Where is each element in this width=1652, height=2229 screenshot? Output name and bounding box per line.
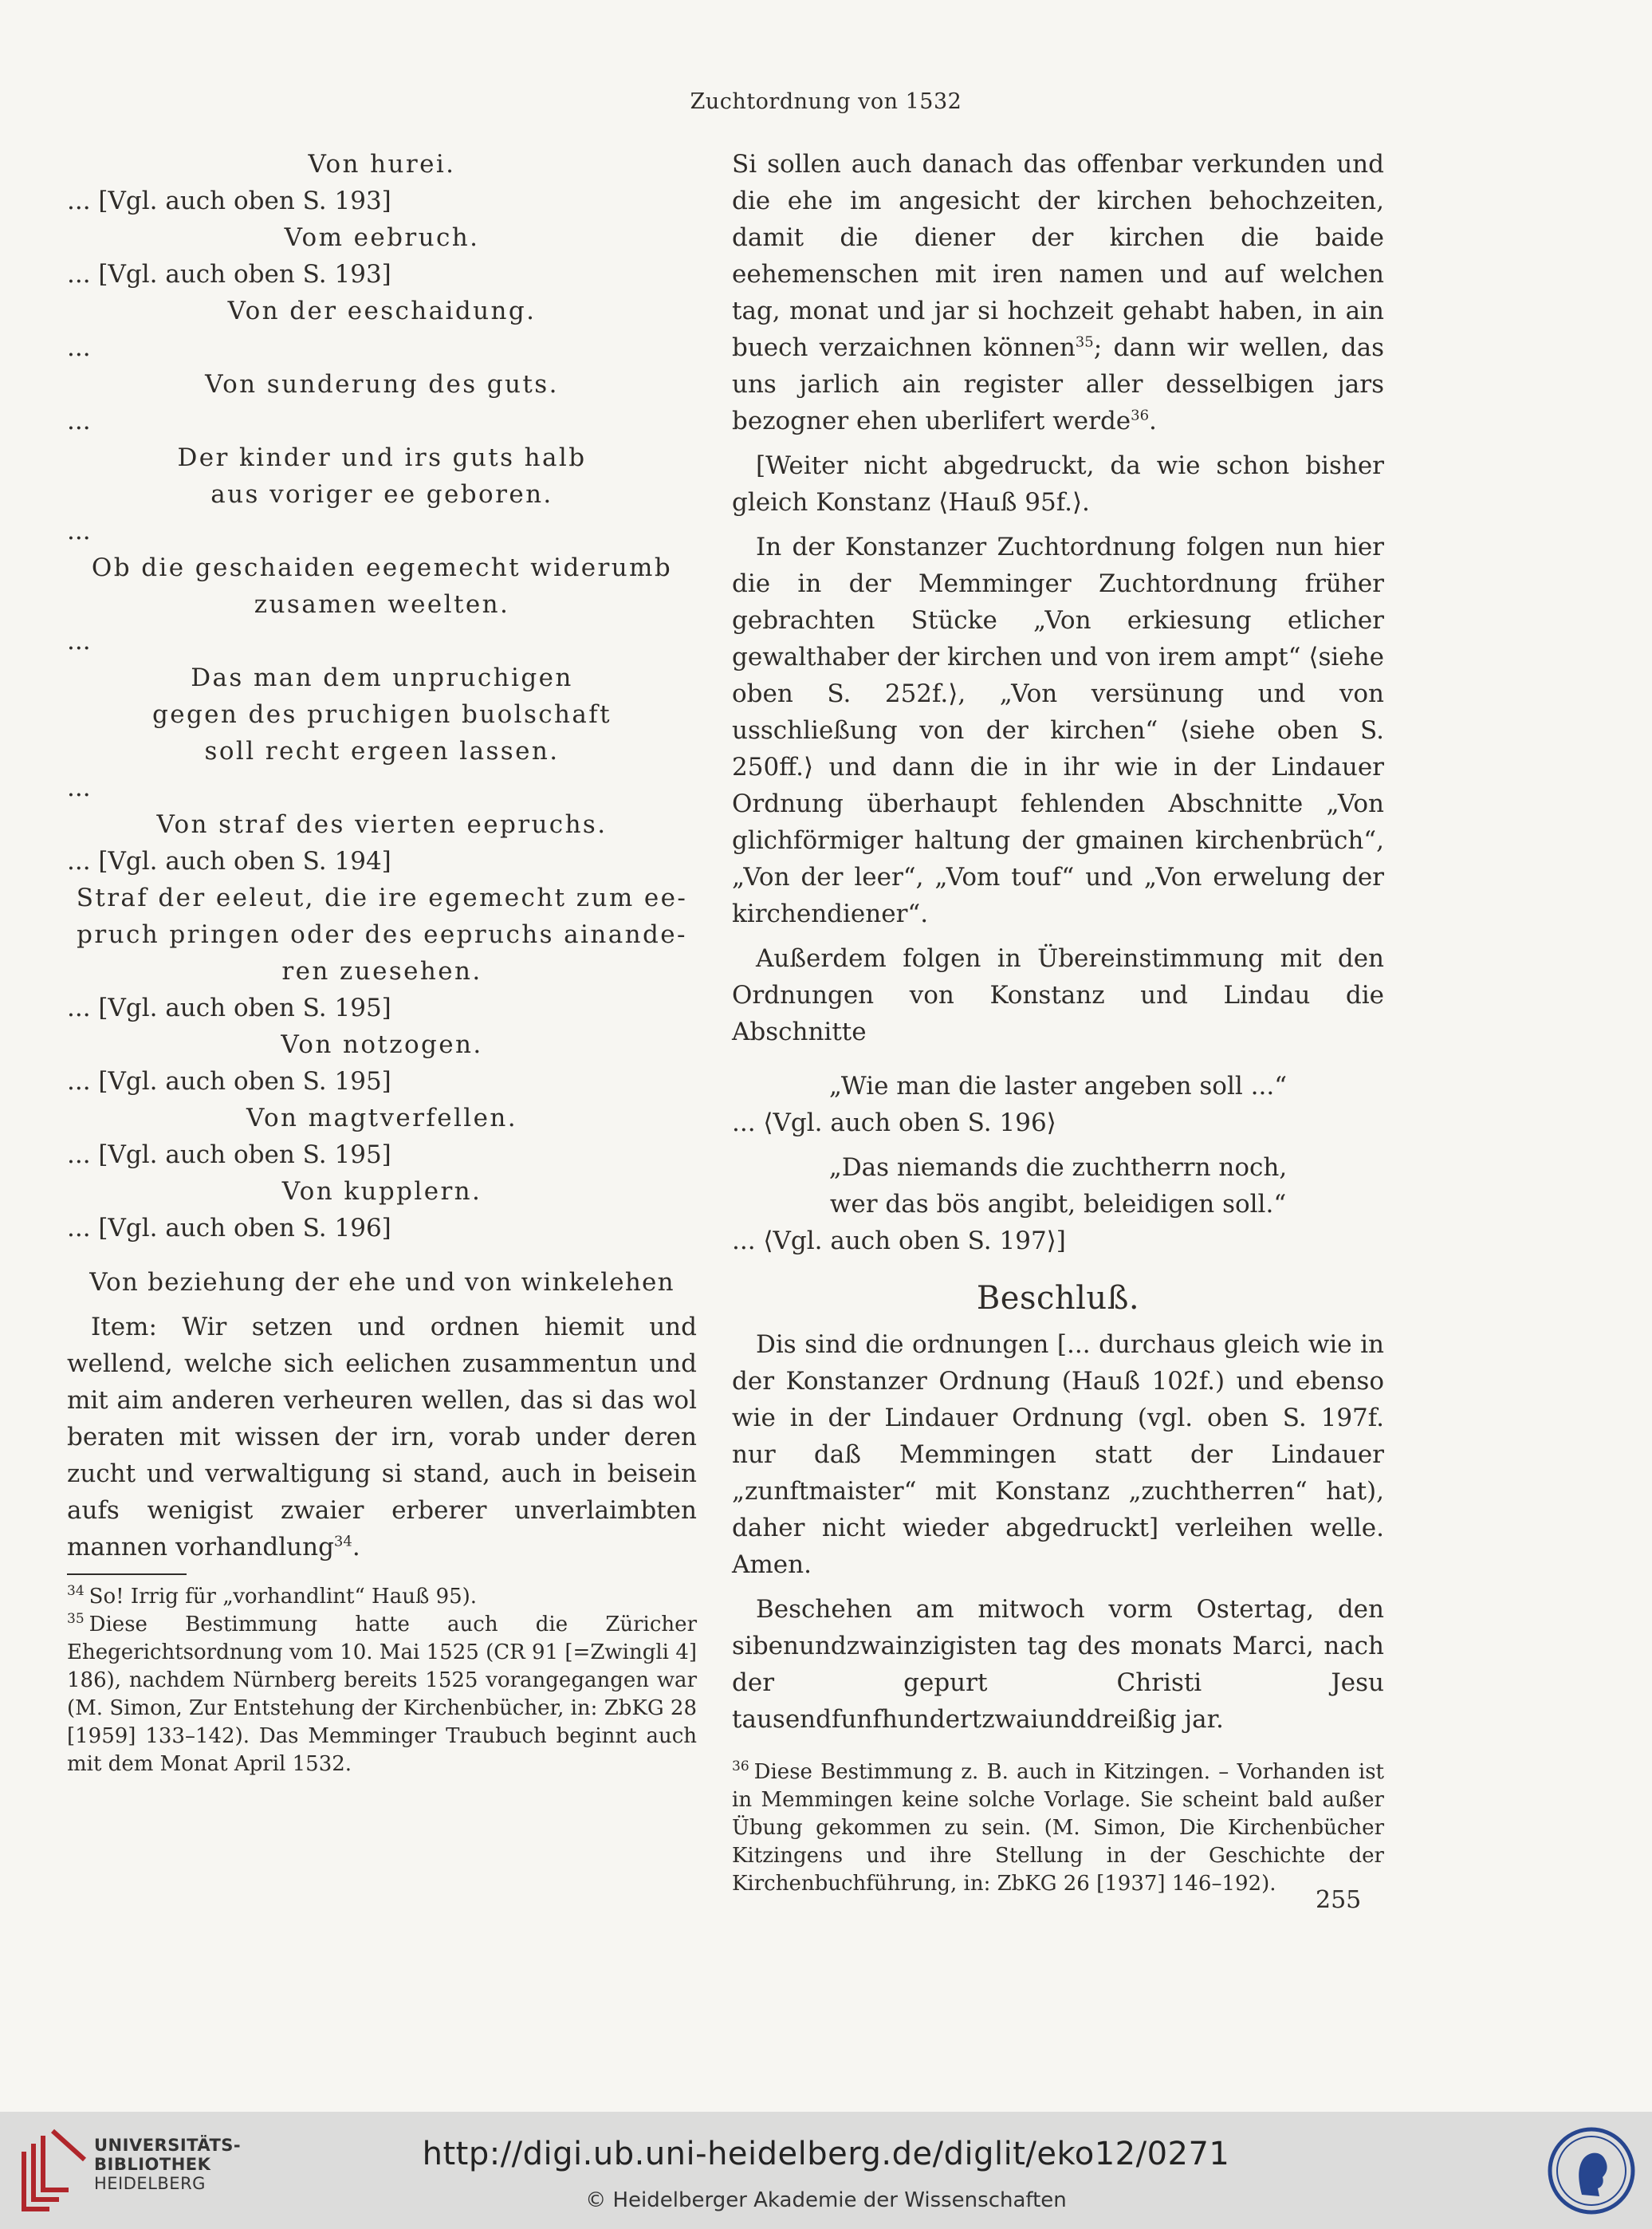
section-heading: zusamen weelten. bbox=[254, 590, 510, 619]
logo-line-3: HEIDELBERG bbox=[94, 2174, 206, 2193]
right-paragraph-4: Außerdem folgen in Übereinstimmung mit den Ordnungen von Konstanz und Lindau die Abschnitte bbox=[732, 944, 1384, 1046]
reference-line: ... bbox=[67, 774, 91, 802]
right-footnotes bbox=[732, 1758, 1384, 1898]
footnote bbox=[67, 1583, 697, 1611]
section-heading: Von magtverfellen. bbox=[246, 1104, 517, 1132]
copyright-notice: © Heidelberger Akademie der Wissenschaften bbox=[585, 2188, 1067, 2212]
right-paragraph-1: Si sollen auch danach das offenbar verkunden und die ehe im angesicht der kirchen behochzeiten, damit die diener der kirchen die baide eehemenschen mit iren namen und auf welchen tag, monat und jar si hochzeit gehabt haben, in ain buech verzaichnen können$^{35}$; dann wir wellen, das uns jarlich ain register aller desselbigen jars bezogner ehen uberlifert werde$^{36}$. bbox=[732, 150, 1384, 435]
right-paragraph-3: In der Konstanzer Zuchtordnung folgen nun hier die in der Memminger Zuchtordnung früher gebrachten Stücke „Von erkiesung etlicher gewalthaber der kirchen und von irem ampt“ ⟨siehe oben S. 252f.⟩, „Von versünung und von usschließung von der kirchen“ ⟨siehe oben S. 250ff.⟩ und dann die in ihr wie in der Lindauer Ordnung überhaupt fehlenden Abschnitte „Von glichförmiger haltung der gmainen kirchenbrüch“, „Von der leer“, „Vom touf“ und „Von erwelung der kirchendiener“. bbox=[732, 533, 1384, 928]
left-footnotes bbox=[67, 1583, 697, 1778]
reference-line: ... [Vgl. auch oben S. 195] bbox=[67, 1140, 391, 1169]
section-heading: Von kupplern. bbox=[281, 1177, 482, 1206]
section-heading: Von straf des vierten eepruchs. bbox=[156, 810, 608, 839]
quote-2-ref: ... ⟨Vgl. auch oben S. 197⟩] bbox=[732, 1227, 1066, 1255]
section-heading: Der kinder und irs guts halb bbox=[177, 443, 587, 472]
section-heading: pruch pringen oder des eepruchs ainande- bbox=[77, 920, 687, 949]
viewer-footer bbox=[0, 2112, 1652, 2229]
left-paragraph: Item: Wir setzen und ordnen hiemit und wellend, welche sich eelichen zusammentun und mit aim anderen verheuren wellen, das si das wol beraten mit wissen der irn, vorab under deren zucht und verwaltigung si stand, auch in beisein aufs wenigist zwaier erberer unverlaimbten mannen vorhandlung$^{34}$. bbox=[67, 1313, 697, 1561]
section-heading: aus voriger ee geboren. bbox=[210, 480, 553, 509]
reference-line: ... [Vgl. auch oben S. 193] bbox=[67, 187, 391, 215]
reference-line: ... bbox=[67, 333, 91, 362]
section-heading: Vom eebruch. bbox=[284, 223, 480, 252]
footnote-rule bbox=[67, 1573, 187, 1575]
quote-1-ref: ... ⟨Vgl. auch oben S. 196⟩ bbox=[732, 1109, 1056, 1137]
section-heading: Von der eeschaidung. bbox=[227, 297, 537, 325]
section-heading: Von hurei. bbox=[308, 150, 456, 179]
footnote-number: 36 bbox=[732, 1758, 749, 1775]
right-column bbox=[732, 146, 1384, 1898]
reference-line: ... [Vgl. auch oben S. 195] bbox=[67, 994, 391, 1022]
section-heading: Straf der eeleut, die ire egemecht zum ee- bbox=[76, 884, 688, 912]
logo-line-2: BIBLIOTHEK bbox=[94, 2155, 211, 2174]
left-section-heading: Von beziehung der ehe und von winkelehen bbox=[89, 1268, 675, 1297]
quote-1: „Wie man die laster angeben soll ...“ bbox=[828, 1072, 1288, 1101]
reference-line: ... [Vgl. auch oben S. 196] bbox=[67, 1214, 391, 1242]
section-heading: gegen des pruchigen buolschaft bbox=[151, 700, 612, 729]
reference-line: ... [Vgl. auch oben S. 193] bbox=[67, 260, 391, 289]
reference-line: ... [Vgl. auch oben S. 195] bbox=[67, 1067, 391, 1096]
footnote-text: Diese Bestimmung z. B. auch in Kitzingen. – Vorhanden ist in Memmingen keine solche Vorlage. Sie scheint bald außer Übung gekommen zu sein. (M. Simon, Die Kirchenbücher Kitzingens und ihre Stellung in der Geschichte der Kirchenbuchführung, in: ZbKG 26 [1937] 146–192). bbox=[732, 1760, 1384, 1896]
section-title: Beschluß. bbox=[976, 1280, 1140, 1317]
academy-seal-icon[interactable] bbox=[1547, 2126, 1636, 2215]
footnote bbox=[732, 1758, 1384, 1898]
quote-2-line-2: wer das bös angibt, beleidigen soll.“ bbox=[829, 1190, 1287, 1219]
section-heading: ren zuesehen. bbox=[281, 957, 482, 986]
logo-line-1: UNIVERSITÄTS- bbox=[94, 2136, 242, 2155]
right-paragraph-6: Beschehen am mitwoch vorm Ostertag, den sibenundzwainzigisten tag des monats Marci, nach der gepurt Christi Jesu tausendfunfhundertzwaiunddreißig jar. bbox=[732, 1595, 1384, 1734]
footnote-number: 34 bbox=[67, 1583, 85, 1600]
footnote bbox=[67, 1611, 697, 1778]
quote-2-line-1: „Das niemands die zuchtherrn noch, bbox=[828, 1153, 1288, 1182]
footnote-text: Diese Bestimmung hatte auch die Züricher Ehegerichtsordnung vom 10. Mai 1525 (CR 91 [=Zwingli 4] 186), nachdem Nürnberg bereits 1525 vorangegangen war (M. Simon, Zur Entstehung der Kirchenbücher, in: ZbKG 28 [1959] 133–142). Das Memminger Traubuch beginnt auch mit dem Monat April 1532. bbox=[67, 1613, 697, 1776]
reference-line: ... bbox=[67, 627, 91, 656]
footnote-number: 35 bbox=[67, 1611, 85, 1628]
left-column bbox=[67, 146, 697, 1778]
right-paragraph-2: [Weiter nicht abgedruckt, da wie schon bisher gleich Konstanz ⟨Hauß 95f.⟩. bbox=[732, 451, 1384, 517]
reference-line: ... [Vgl. auch oben S. 194] bbox=[67, 847, 391, 876]
section-heading: Ob die geschaiden eegemecht widerumb bbox=[91, 553, 673, 582]
reference-line: ... bbox=[67, 407, 91, 435]
footnote-ref-34[interactable]: 34 bbox=[333, 1533, 352, 1550]
running-head: Zuchtordnung von 1532 bbox=[690, 89, 962, 114]
footnote-ref-36[interactable]: 36 bbox=[1131, 407, 1150, 424]
permalink-url[interactable]: http://digi.ub.uni-heidelberg.de/diglit/eko12/0271 bbox=[422, 2136, 1230, 2172]
right-paragraph-5: Dis sind die ordnungen [... durchaus gleich wie in der Konstanzer Ordnung (Hauß 102f.) und ebenso wie in der Lindauer Ordnung (vgl. oben S. 197f. nur daß Memmingen statt der Lindauer „zunftmaister“ mit Konstanz „zuchtherren“ hat), daher nicht wieder abgedruckt] verleihen welle. Amen. bbox=[732, 1330, 1384, 1579]
footnote-ref-35[interactable]: 35 bbox=[1075, 333, 1094, 351]
section-heading: Das man dem unpruchigen bbox=[191, 664, 573, 692]
section-heading: Von sunderung des guts. bbox=[205, 370, 559, 399]
page-number: 255 bbox=[1316, 1886, 1362, 1914]
section-heading: soll recht ergeen lassen. bbox=[204, 737, 560, 766]
footnote-text: So! Irrig für „vorhandlint“ Hauß 95). bbox=[88, 1585, 478, 1609]
reference-line: ... bbox=[67, 517, 91, 545]
section-heading: Von notzogen. bbox=[281, 1030, 483, 1059]
left-headings-list bbox=[67, 146, 697, 1246]
